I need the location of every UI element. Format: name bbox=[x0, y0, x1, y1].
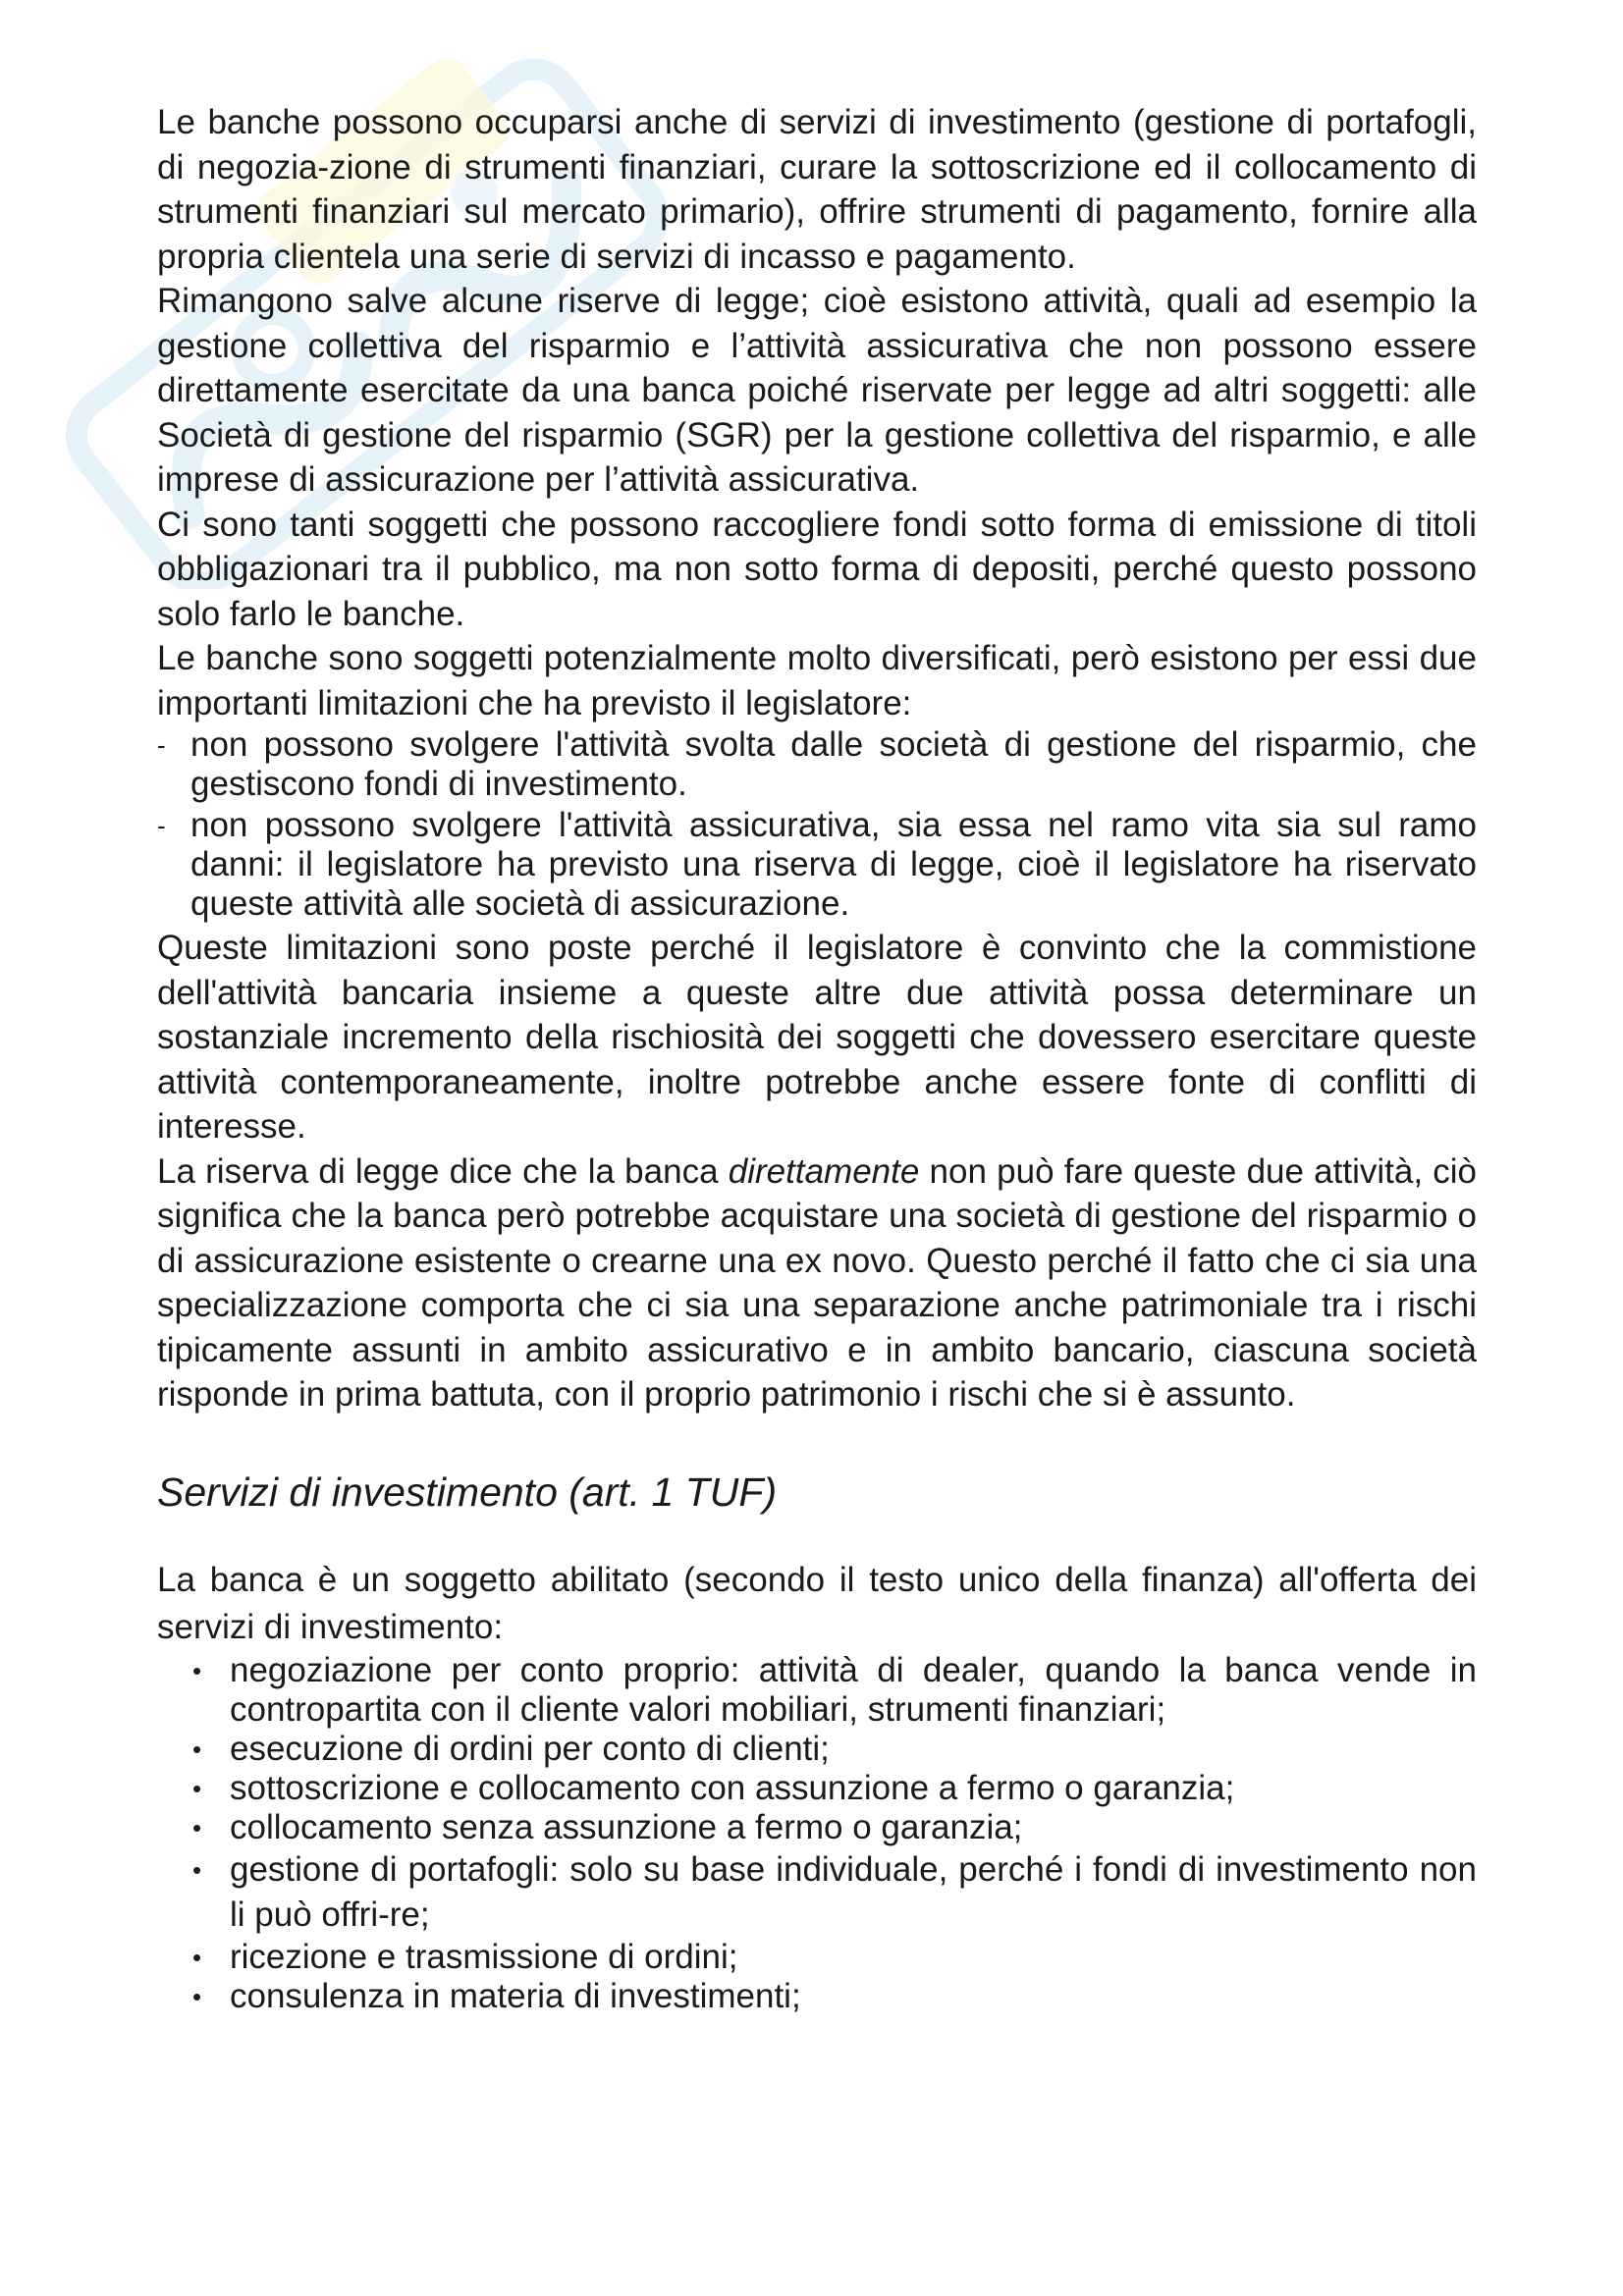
list-item bbox=[192, 1769, 1477, 1808]
list-item-text: esecuzione di ordini per conto di clienti; bbox=[230, 1729, 830, 1768]
list-item bbox=[157, 806, 1477, 924]
paragraph-rationale: Queste limitazioni sono poste perché il legislatore è convinto che la commistione dell'attività bancaria insieme a queste altre due attività possa determinare un sostanziale incremento della rischiosità dei soggetti che dovessero esercitare queste attività contemporaneamente, inoltre potrebbe anche essere fonte di conflitti di interesse. bbox=[157, 929, 1477, 1146]
bullet-marker: • bbox=[192, 1812, 202, 1842]
list-item bbox=[192, 1977, 1477, 2016]
bullet-marker: • bbox=[192, 1773, 202, 1803]
emphasis-text: direttamente bbox=[728, 1151, 920, 1191]
list-item-text: negoziazione per conto proprio: attività di dealer, quando la banca vende in contropartita con il cliente valori mobiliari, strumenti finanziari; bbox=[230, 1650, 1477, 1729]
bullet-marker: • bbox=[192, 1734, 202, 1764]
paragraph-limitations-intro: Le banche sono soggetti potenzialmente molto diversificati, però esistono per essi due importanti limitazioni che ha previsto il legislatore: bbox=[157, 639, 1477, 722]
list-item bbox=[192, 1651, 1477, 1730]
text-span: La riserva di legge dice che la banca bbox=[157, 1151, 729, 1191]
list-item-text: ricezione e trasmissione di ordini; bbox=[230, 1937, 738, 1976]
dash-marker: - bbox=[157, 730, 166, 760]
list-item bbox=[157, 725, 1477, 804]
list-item-text: sottoscrizione e collocamento con assunzione a fermo o garanzia; bbox=[230, 1768, 1235, 1807]
list-item bbox=[192, 1808, 1477, 1847]
investment-services-list bbox=[157, 1651, 1477, 2016]
bullet-marker: • bbox=[192, 1854, 202, 1885]
limitations-list bbox=[157, 725, 1477, 924]
dash-marker: - bbox=[157, 811, 166, 840]
paragraph-fundraising: Ci sono tanti soggetti che possono raccogliere fondi sotto forma di emissione di titoli obbligazionari tra il pubblico, ma non sotto forma di depositi, perché questo possono solo farlo le banche. bbox=[157, 505, 1477, 633]
document-page bbox=[157, 100, 1477, 2016]
list-item-text: consulenza in materia di investimenti; bbox=[230, 1976, 801, 2015]
paragraph-legal-reserve-detail bbox=[157, 1149, 1477, 1417]
section-intro: La banca è un soggetto abilitato (secondo il testo unico della finanza) all'offerta dei servizi di investimento: bbox=[157, 1560, 1477, 1646]
text-span: non può fare queste due attività, ciò significa che la banca però potrebbe acquistare una società di gestione del risparmio o di assicurazione esistente o crearne una ex novo. Questo perché il fatto che ci sia una specializzazione comporta che ci sia una separazione anche patrimoniale tra i rischi tipicamente assunti in ambito assicurativo e in ambito bancario, ciascuna società risponde in prima battuta, con il proprio patrimonio i rischi che si è assunto. bbox=[157, 1151, 1478, 1414]
list-item bbox=[192, 1847, 1477, 1938]
paragraph-legal-reserves: Rimangono salve alcune riserve di legge; cioè esistono attività, quali ad esempio la gestione collettiva del risparmio e l’attività assicurativa che non possono essere direttamente esercitate da una banca poiché riservate per legge ad altri soggetti: alle Società di gestione del risparmio (SGR) per la gestione collettiva del risparmio, e alle imprese di assicurazione per l’attività assicurativa. bbox=[157, 282, 1477, 499]
list-item-text: collocamento senza assunzione a fermo o garanzia; bbox=[230, 1807, 1023, 1846]
list-item-text: non possono svolgere l'attività svolta dalle società di gestione del risparmio, che gestiscono fondi di investimento. bbox=[190, 725, 1477, 803]
list-item-text: non possono svolgere l'attività assicurativa, sia essa nel ramo vita sia sul ramo danni: il legislatore ha previsto una riserva di legge, cioè il legislatore ha riservato queste attività alle società di assicurazione. bbox=[190, 806, 1477, 923]
list-item-text: gestione di portafogli: solo su base individuale, perché i fondi di investimento non li può offri-re; bbox=[230, 1849, 1477, 1934]
list-item bbox=[192, 1938, 1477, 1977]
bullet-marker: • bbox=[192, 1981, 202, 2011]
bullet-marker: • bbox=[192, 1942, 202, 1972]
list-item bbox=[192, 1730, 1477, 1769]
paragraph-services: Le banche possono occuparsi anche di servizi di investimento (gestione di portafogli, di negozia-zione di strumenti finanziari, curare la sottoscrizione ed il collocamento di strumenti finanziari sul mercato primario), offrire strumenti di pagamento, fornire alla propria clientela una serie di servizi di incasso e pagamento. bbox=[157, 103, 1477, 276]
bullet-marker: • bbox=[192, 1655, 202, 1685]
section-heading: Servizi di investimento (art. 1 TUF) bbox=[157, 1468, 778, 1515]
